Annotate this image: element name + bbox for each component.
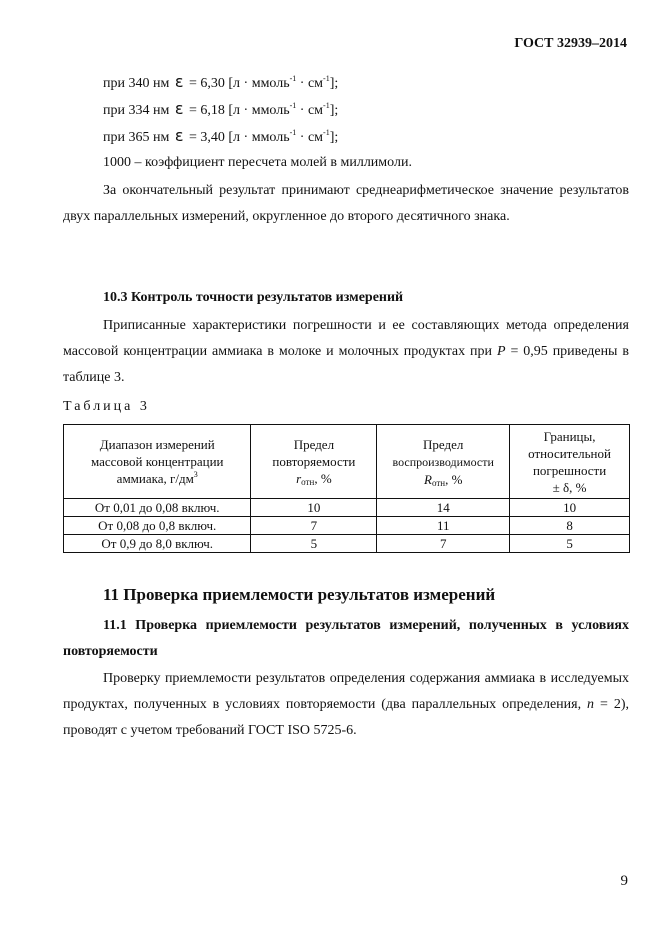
- section-11-1-title: 11.1 Проверка приемлемости результатов измерений, полученных в условиях повторяемости: [63, 618, 629, 659]
- section-11-1-paragraph: Проверку приемлемости результатов определения содержания аммиака в исследуемых продуктах, полученных в условиях повторяемости (два параллельных определения, n = 2), проводят с учетом требований ГОСТ ISO 5725-6.: [63, 671, 629, 738]
- cell-range: От 0,01 до 0,08 включ.: [64, 499, 251, 517]
- section-10-3-title: 10.3 Контроль точности результатов измерений: [103, 290, 404, 305]
- table-row: [64, 499, 630, 517]
- cell-reproducibility: 14: [377, 499, 510, 517]
- cell-range: От 0,9 до 8,0 включ.: [64, 535, 251, 553]
- section-10-3-paragraph: Приписанные характеристики погрешности и ее составляющих метода определения массовой концентрации аммиака в молоке и молочных продуктах при P = 0,95 приведены в таблице 3.: [63, 318, 630, 385]
- header-reproducibility: Предел воспроизводимости $R_{отн}$, %: [377, 425, 510, 499]
- epsilon-symbol: ε: [174, 99, 184, 118]
- epsilon-line-340: при 340 нм ε = 6,30 [л · ммоль$^{-1}$ · $см^{-1}$];: [103, 72, 339, 91]
- header-error-bounds: Границы, относительной погрешности ± δ, %: [510, 425, 630, 499]
- final-result-paragraph: За окончательный результат принимают среднеарифметическое значение результатов двух параллельных измерений, округленное до второго десятичного знака.: [63, 183, 629, 224]
- cell-error-bounds: 5: [510, 535, 630, 553]
- header-range: Диапазон измерений массовой концентрации аммиака, $г/дм^3$: [64, 425, 251, 499]
- cell-reproducibility: 11: [377, 517, 510, 535]
- cell-error-bounds: 8: [510, 517, 630, 535]
- accuracy-table: [63, 424, 630, 553]
- conversion-factor-line: 1000 – коэффициент пересчета молей в миллимоли.: [103, 155, 412, 170]
- header-repeatability: Предел повторяемости $r_{отн}$, %: [251, 425, 377, 499]
- cell-reproducibility: 7: [377, 535, 510, 553]
- epsilon-symbol: ε: [174, 72, 184, 91]
- cell-repeatability: 10: [251, 499, 377, 517]
- table-row: [64, 535, 630, 553]
- epsilon-symbol: ε: [174, 126, 184, 145]
- table-row: [64, 517, 630, 535]
- cell-range: От 0,08 до 0,8 включ.: [64, 517, 251, 535]
- page-number: 9: [620, 873, 628, 889]
- epsilon-line-365: при 365 нм ε = 3,40 [л · ммоль$^{-1}$ · $см^{-1}$];: [103, 126, 339, 145]
- epsilon-line-334: при 334 нм ε = 6,18 [л · ммоль$^{-1}$ · $см^{-1}$];: [103, 99, 339, 118]
- document-id: ГОСТ 32939–2014: [514, 36, 627, 51]
- table-label: Таблица 3: [63, 399, 150, 414]
- cell-error-bounds: 10: [510, 499, 630, 517]
- cell-repeatability: 5: [251, 535, 377, 553]
- cell-repeatability: 7: [251, 517, 377, 535]
- section-11-title: 11 Проверка приемлемости результатов измерений: [103, 585, 496, 604]
